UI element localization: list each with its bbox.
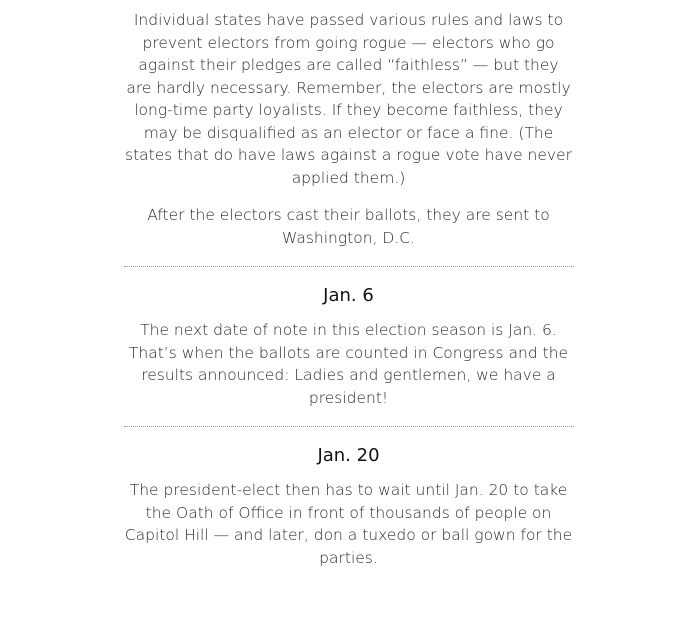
section-divider bbox=[124, 266, 574, 267]
electors-faithless-paragraph: Individual states have passed various rules and laws to prevent electors from going rogue — electors who go against their pledges are called “faithless” — but they are hardly necessary. Remember, the electors are mostly long-time party loyalists. If they become faithless, they may be disqualified as an elector or face a fine. (The states that do have laws against a rogue vote have never applied them.) bbox=[125, 11, 572, 187]
section-body-jan-6: The next date of note in this election season is Jan. 6. That’s when the ballots are counted in Congress and the results announced: Ladies and gentlemen, we have a president! bbox=[128, 321, 569, 407]
section-heading-jan-6: Jan. 6 bbox=[323, 285, 374, 306]
section-heading-jan-20: Jan. 20 bbox=[317, 445, 380, 466]
article-body bbox=[124, 0, 574, 569]
ballots-sent-paragraph: After the electors cast their ballots, they are sent to Washington, D.C. bbox=[147, 206, 550, 247]
section-body-jan-20: The president-elect then has to wait until Jan. 20 to take the Oath of Office in front of thousands of people on Capitol Hill — and later, don a tuxedo or ball gown for the parties. bbox=[124, 481, 573, 567]
section-jan-6 bbox=[124, 284, 574, 409]
section-jan-20 bbox=[124, 444, 574, 569]
section-divider bbox=[124, 426, 574, 427]
